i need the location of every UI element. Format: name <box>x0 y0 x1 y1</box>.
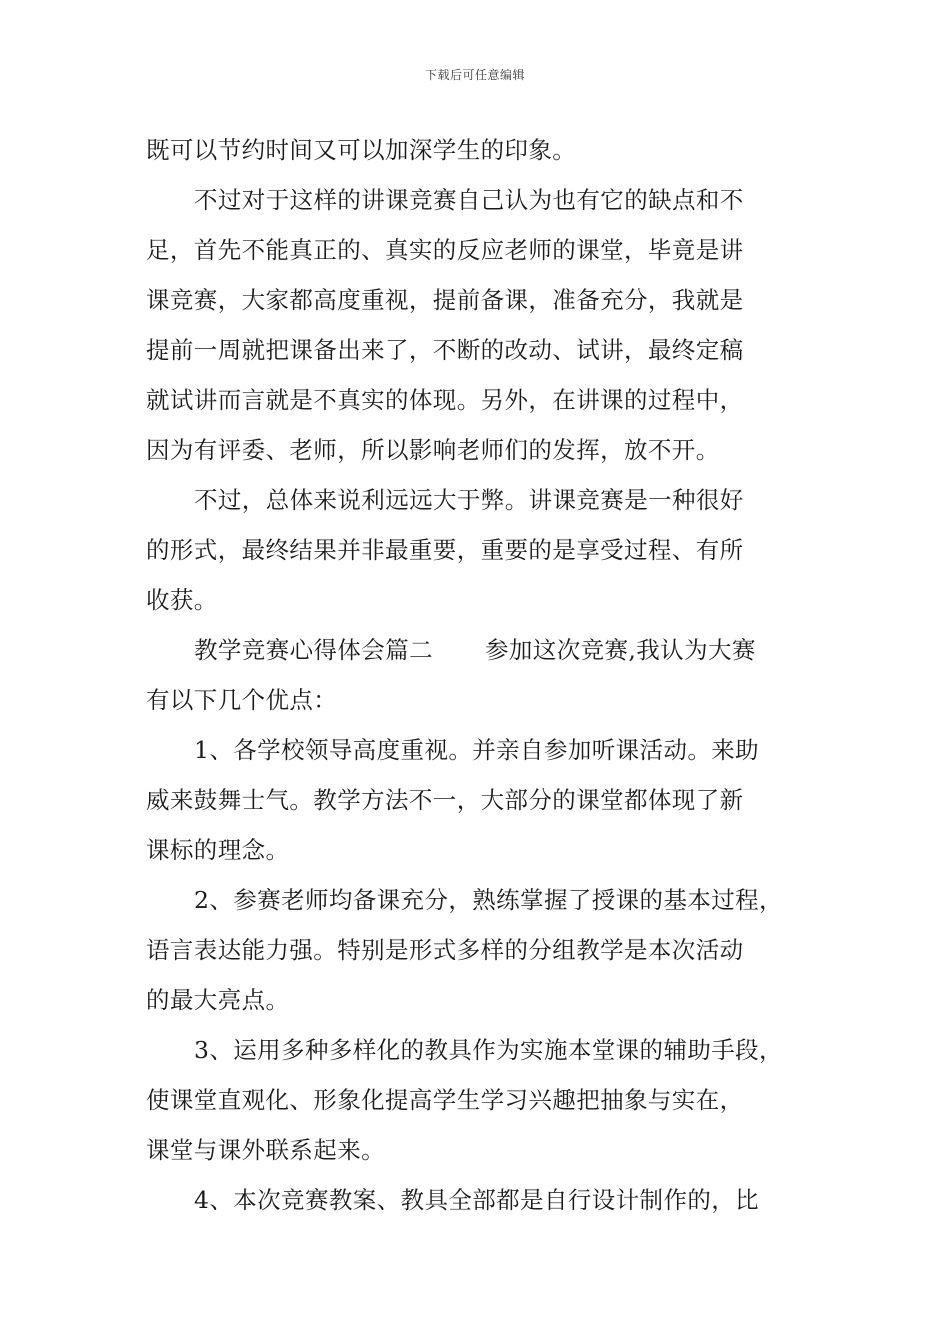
paragraph-line: 3、运用多种多样化的教具作为实施本堂课的辅助手段， <box>194 1036 783 1064</box>
paragraph-line: 收获。 <box>146 586 218 614</box>
paragraph-line: 的形式，最终结果并非最重要，重要的是享受过程、有所 <box>146 536 744 564</box>
paragraph-line: 课标的理念。 <box>146 836 290 864</box>
paragraph-line: 课竞赛，大家都高度重视，提前备课，准备充分，我就是 <box>146 286 744 314</box>
paragraph-line: 就试讲而言就是不真实的体现。另外，在讲课的过程中， <box>146 386 744 414</box>
section-intro: 参加这次竞赛,我认为大赛 <box>485 636 756 664</box>
paragraph-line: 不过对于这样的讲课竞赛自己认为也有它的缺点和不 <box>194 186 744 214</box>
paragraph-line: 1、各学校领导高度重视。并亲自参加听课活动。来助 <box>194 736 760 764</box>
paragraph-line: 威来鼓舞士气。教学方法不一，大部分的课堂都体现了新 <box>146 786 744 814</box>
paragraph-line: 提前一周就把课备出来了，不断的改动、试讲，最终定稿 <box>146 336 744 364</box>
paragraph-line: 的最大亮点。 <box>146 986 290 1014</box>
page-header: 下载后可任意编辑 <box>424 68 525 82</box>
paragraph-line: 语言表达能力强。特别是形式多样的分组教学是本次活动 <box>146 936 744 964</box>
paragraph-line: 因为有评委、老师，所以影响老师们的发挥，放不开。 <box>146 436 720 464</box>
paragraph-line: 课堂与课外联系起来。 <box>146 1136 385 1164</box>
paragraph-line: 4、本次竞赛教案、教具全部都是自行设计制作的，比 <box>194 1186 760 1214</box>
paragraph-line: 有以下几个优点： <box>146 686 338 714</box>
paragraph-line: 不过，总体来说利远远大于弊。讲课竞赛是一种很好 <box>194 486 744 514</box>
paragraph-line: 使课堂直观化、形象化提高学生学习兴趣把抽象与实在， <box>146 1086 744 1114</box>
paragraph-line: 足，首先不能真正的、真实的反应老师的课堂，毕竟是讲 <box>146 236 744 264</box>
paragraph-line: 2、参赛老师均备课充分，熟练掌握了授课的基本过程， <box>194 886 783 914</box>
section-heading: 教学竞赛心得体会篇二 <box>194 636 433 664</box>
paragraph-line: 既可以节约时间又可以加深学生的印象。 <box>146 136 577 164</box>
section-heading-line <box>146 630 816 680</box>
document-body <box>146 130 816 1230</box>
